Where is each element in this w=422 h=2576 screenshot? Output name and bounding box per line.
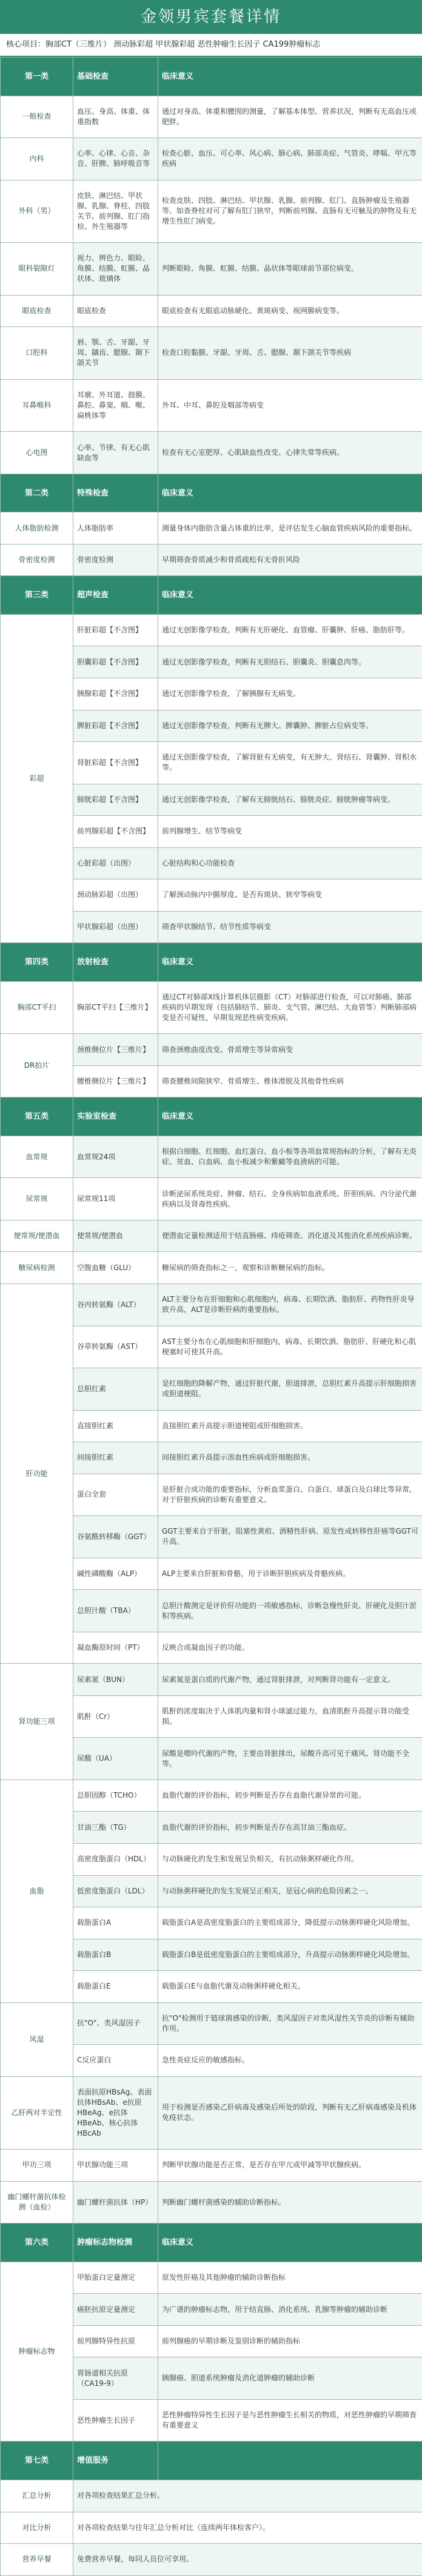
table-row [1, 2544, 422, 2576]
category-col2: 增值服务 [73, 2442, 158, 2480]
table-row [1, 432, 422, 474]
category-col3 [158, 2442, 422, 2480]
table-row [1, 180, 422, 243]
category-name: 第三类 [1, 576, 73, 615]
row-item: 总胆红素 [73, 1368, 158, 1411]
row-item: 凝血酶原时间（PT） [73, 1632, 158, 1664]
row-item: 谷氨酰转移酶（GGT） [73, 1516, 158, 1558]
row-desc: 前列腺增生、结节等病变 [158, 816, 422, 848]
row-item: 碱性磷酸酶（ALP） [73, 1558, 158, 1590]
row-item: 载脂蛋白A [73, 1907, 158, 1939]
row-item: 颈椎侧位片【三维片】 [73, 1034, 158, 1066]
row-item: 总胆汁酸（TBA） [73, 1590, 158, 1632]
row-item: 肾脏彩超【不含图】 [73, 742, 158, 784]
row-name: 血脂 [1, 1780, 73, 2002]
row-item: 便常规/便潜血 [73, 1220, 158, 1252]
category-col3: 临床意义 [158, 474, 422, 512]
category-name: 第二类 [1, 474, 73, 512]
row-item: 血压、身高、体重、体重指数 [73, 96, 158, 138]
row-item: 心脏彩超（出图） [73, 847, 158, 879]
row-desc: 急性炎症反应的敏感指标。 [158, 2045, 422, 2077]
category-col3: 临床意义 [158, 2223, 422, 2262]
row-item: 谷草转氨酶（AST） [73, 1326, 158, 1368]
row-desc: 与动脉粥样硬化的发生发展呈正相关，是冠心病的危险因素之一。 [158, 1875, 422, 1907]
row-desc: 通过无创影像学检查，了解胰腺有无病变。 [158, 678, 422, 710]
row-desc: 恶性肿瘤特异性生长因子是与恶性肿瘤生长相关的物质，对恶性肿瘤的早期筛查有重要意义 [158, 2399, 422, 2442]
row-desc: ALT主要分布在肝细胞和心肌细胞内，病毒、长期饮酒、脂肪肝、药物性肝炎导致升高，ALT是诊断肝病的重要指标。 [158, 1284, 422, 1326]
row-desc: AST主要分布在心肌细胞和肝细胞内，病毒、长期饮酒、脂肪肝、肝硬化和心肌梗塞时可使其升高。 [158, 1326, 422, 1368]
row-desc: 早期筛查骨质减少和骨质疏松有无骨折风险 [158, 544, 422, 576]
row-item: 视力、辨色力、眼睑、角膜、结膜、虹膜、晶状体、玻璃体 [73, 243, 158, 296]
table-row [1, 295, 422, 327]
row-name: 胸部CT平扫 [1, 981, 73, 1034]
category-col2: 超声检查 [73, 576, 158, 615]
category-col3: 临床意义 [158, 943, 422, 982]
row-desc: 总胆汁酸测定是评价肝功能的一项敏感指标，诊断急慢性肝炎、肝硬化及胆汁淤积等疾病。 [158, 1590, 422, 1632]
table-row [1, 2002, 422, 2045]
table-row [1, 2262, 422, 2294]
row-name: 风湿 [1, 2002, 73, 2076]
row-desc: 根据白细胞、红细胞、血红蛋白、血小板等各项血常规指标的分析，了解有无炎症、贫血、白血病、血小板减少和紫癜等血液病的可能。 [158, 1136, 422, 1178]
row-item: 唇、颚、舌、牙龈、牙周、龋齿、腮腺、颞下颌关节 [73, 327, 158, 380]
category-header-row [1, 2442, 422, 2480]
table-row [1, 981, 422, 1034]
category-header-row [1, 576, 422, 615]
row-name: 外科（男） [1, 180, 73, 243]
category-header-row [1, 58, 422, 96]
row-item: 甲状腺功能三项 [73, 2150, 158, 2182]
row-name: 尿常规 [1, 1178, 73, 1220]
row-desc: 抗"O"检测用于链球菌感染的诊断，类风湿因子对类风湿性关节炎的诊断有辅助作用。 [158, 2002, 422, 2045]
row-desc: 筛查甲状腺结节、结节性质等病变 [158, 911, 422, 943]
row-name: 口腔科 [1, 327, 73, 380]
row-item: 尿酸（UA） [73, 1738, 158, 1780]
row-name: 人体脂肪检测 [1, 512, 73, 545]
table-row [1, 327, 422, 380]
category-header-row [1, 2223, 422, 2262]
row-item: 对各项检查结果汇总分析。 [73, 2480, 422, 2512]
table-row [1, 1284, 422, 1326]
category-col2: 特殊检查 [73, 474, 158, 512]
row-desc: 肌酐的浓度取决于人体肌肉量和肾小球滤过能力，血清肌酐升高提示肾功能受损。 [158, 1695, 422, 1738]
row-item: 抗"O"、类风湿因子 [73, 2002, 158, 2045]
row-item: 直接胆红素 [73, 1410, 158, 1442]
row-item: 尿常规11项 [73, 1178, 158, 1220]
row-item: 肌酐（Cr） [73, 1695, 158, 1738]
row-desc: 载脂蛋白E与血脂代谢及动脉粥样硬化相关。 [158, 1971, 422, 2003]
row-item: 癌胚抗原定量测定 [73, 2294, 158, 2326]
row-item: 谷丙转氨酶（ALT） [73, 1284, 158, 1326]
row-desc: 间接胆红素升高提示溶血性疾病或肝细胞损害。 [158, 1442, 422, 1474]
row-desc: 通过无创影像学检查，了解肾脏有无病变，有无肿大、肾结石、肾囊肿、肾积水等。 [158, 742, 422, 784]
table-row [1, 96, 422, 138]
row-desc: 直接胆红素升高提示胆道梗阻或肝细胞损害。 [158, 1410, 422, 1442]
row-item: C反应蛋白 [73, 2045, 158, 2077]
category-name: 第七类 [1, 2442, 73, 2480]
row-desc: 糖尿病的筛查指标之一，观察和诊断糖尿病的指标。 [158, 1252, 422, 1284]
row-item: 眼底检查 [73, 295, 158, 327]
row-item: 甲状腺彩超（出图） [73, 911, 158, 943]
row-item: 表面抗原HBsAg、表面抗体HBsAb、e抗原HBeAg、e抗体HBeAb、核心抗体HBcAb [73, 2076, 158, 2150]
row-desc: 检查皮肤、四肢、淋巴结、甲状腺、乳腺、前列腺、肛门、直肠肿瘤及生殖器等。如查脊柱对可了解有肛门狭窄，判断前列腺、直肠有无可触及的肿物及有无增生性肛门病变。 [158, 180, 422, 243]
row-item: 肝脏彩超【不含图】 [73, 614, 158, 646]
table-row [1, 544, 422, 576]
row-item: 骨密度检测 [73, 544, 158, 576]
table-row [1, 1780, 422, 1812]
row-desc: 通过CT对肺部X线计算机体层摄影（CT）对肺部进行检查，可以对肺癌、肺部疾病的早期发现（包括肺结节、肺炎、支气管、淋巴结、大血管等）判断肺部病变是否可疑性，早期发现恶性病变疾病。 [158, 981, 422, 1034]
table-row [1, 1136, 422, 1178]
row-desc: 与动脉硬化的发生和发展呈负相关，有抗动脉粥样硬化作用。 [158, 1843, 422, 1875]
row-name: 糖尿病检测 [1, 1252, 73, 1284]
row-name: 眼底检查 [1, 295, 73, 327]
row-item: 恶性肿瘤生长因子 [73, 2399, 158, 2442]
row-item: 膀胱彩超【不含图】 [73, 784, 158, 816]
row-item: 人体脂肪率 [73, 512, 158, 545]
row-item: 间接胆红素 [73, 1442, 158, 1474]
row-desc: 用于检测是否感染乙肝病毒及感染后所处的阶段，判断有无乙肝病毒感染及机体免疫状态。 [158, 2076, 422, 2150]
row-item: 耳廓、外耳道、鼓膜、鼻腔、鼻窦、咽、喉、扁桃体等 [73, 379, 158, 432]
row-desc: 原发性肝癌及其他肿瘤的辅助诊断指标 [158, 2262, 422, 2294]
core-items-line: 核心项目：胸部CT（三维片） 颈动脉彩超 甲状腺彩超 恶性肿瘤生长因子 CA199肿瘤标志 [0, 34, 422, 57]
table-row [1, 2150, 422, 2182]
category-header-row [1, 474, 422, 512]
row-name: 对比分析 [1, 2512, 73, 2544]
category-col2: 放射检查 [73, 943, 158, 982]
row-desc: 通过无创影像学检查，判断有无脾大、脾囊肿、脾脏占位病变等。 [158, 710, 422, 742]
row-item: 血常规24项 [73, 1136, 158, 1178]
row-name: 营养早餐 [1, 2544, 73, 2576]
row-item: 心率、节律、有无心肌缺血等 [73, 432, 158, 474]
row-name: DR拍片 [1, 1034, 73, 1098]
row-item: 皮肤、淋巴结、甲状腺、乳腺、脊柱、四肢关节、前列腺、肛门指检、外生殖器等 [73, 180, 158, 243]
row-name: 一般检查 [1, 96, 73, 138]
row-item: 甲胎蛋白定量测定 [73, 2262, 158, 2294]
row-name: 肾功能三项 [1, 1664, 73, 1780]
row-item: 颈动脉彩超（出图） [73, 879, 158, 912]
row-desc: 血脂代谢的评价指标，初步判断是否存在高甘油三酯血症。 [158, 1812, 422, 1844]
category-col3: 临床意义 [158, 576, 422, 615]
row-name: 彩超 [1, 614, 73, 942]
table-row [1, 512, 422, 545]
row-desc: 筛查腰椎间隙狭窄、骨质增生、椎体滑脱及其他骨性疾病 [158, 1065, 422, 1098]
row-name: 便常规/便潜血 [1, 1220, 73, 1252]
row-desc: 为广谱的肿瘤标志物，用于结直肠、消化系统、乳腺等肿瘤的辅助诊断 [158, 2294, 422, 2326]
category-col2: 肿瘤标志物检测 [73, 2223, 158, 2262]
row-desc: 尿素氮是蛋白质的代谢产物，通过肾脏排泄，对判断肾功能有一定意义。 [158, 1664, 422, 1696]
row-desc: 判断甲状腺功能是否正常，是否存在甲亢或甲减等甲状腺疾病。 [158, 2150, 422, 2182]
row-desc: 判断眼睑、角膜、虹膜、结膜、晶状体等眼球前节部位病变。 [158, 243, 422, 296]
row-name: 肝功能 [1, 1284, 73, 1664]
category-name: 第六类 [1, 2223, 73, 2262]
row-desc: 通过无创影像学检查，判断有无肝硬化、血管瘤、肝囊肿、肝癌、脂肪肝等。 [158, 614, 422, 646]
row-item: 脾脏彩超【不含图】 [73, 710, 158, 742]
category-name: 第五类 [1, 1098, 73, 1136]
table-row [1, 2512, 422, 2544]
category-col3: 临床意义 [158, 58, 422, 96]
table-row [1, 2480, 422, 2512]
table-row [1, 138, 422, 180]
row-desc: 反映合成凝血因子的功能。 [158, 1632, 422, 1664]
row-item: 胃肠道相关抗原（CA19-9） [73, 2357, 158, 2400]
row-item: 前列腺彩超【不含图】 [73, 816, 158, 848]
package-table [0, 57, 422, 2576]
row-name: 肿瘤标志物 [1, 2262, 73, 2442]
row-desc: 了解颈动脉内中膜厚度、是否有斑块、狭窄等病变 [158, 879, 422, 912]
row-desc: 便潜血定量检测适用于结直肠癌、痔疮筛查、消化道及其他消化系统疾病诊断。 [158, 1220, 422, 1252]
row-desc: 测量身体内脂肪含量占体重的比率，是评估发生心脑血管疾病风险的重要指标。 [158, 512, 422, 545]
table-row [1, 1178, 422, 1220]
row-item: 尿素氮（BUN） [73, 1664, 158, 1696]
row-item: 总胆固醇（TCHO） [73, 1780, 158, 1812]
row-name: 乙肝两对半定性 [1, 2076, 73, 2150]
row-desc: 载脂蛋白B是低密度脂蛋白的主要组成部分，升高提示动脉粥样硬化风险增加。 [158, 1939, 422, 1971]
row-item: 幽门螺杆菌抗体（HP） [73, 2181, 158, 2223]
row-name: 幽门螺杆菌抗体检测（血检） [1, 2181, 73, 2223]
row-desc: 外耳、中耳、鼻腔及咽部等病变 [158, 379, 422, 432]
row-item: 载脂蛋白E [73, 1971, 158, 2003]
category-header-row [1, 1098, 422, 1136]
row-item: 载脂蛋白B [73, 1939, 158, 1971]
row-desc: 筛查颈椎曲度改变、骨质增生等异常病变 [158, 1034, 422, 1066]
row-item: 对各项检查结果与往年汇总分析对比（连续两年体检客户）。 [73, 2512, 422, 2544]
row-desc: 检查口腔黏膜、牙龈、牙周、舌、腮腺、颞下颌关节等疾病 [158, 327, 422, 380]
row-item: 蛋白全套 [73, 1474, 158, 1516]
table-row [1, 1252, 422, 1284]
category-header-row [1, 943, 422, 982]
row-desc: 心脏结构和心功能检查 [158, 847, 422, 879]
row-name: 甲功三项 [1, 2150, 73, 2182]
row-desc: 检查心脏、血压、可心率、风心病、肺心病、肺部炎症、气管炎、哮喘、甲亢等疾病 [158, 138, 422, 180]
table-row [1, 1220, 422, 1252]
row-desc: 通过无创影像学检查，判断有无胆结石、胆囊炎、胆囊息肉等。 [158, 646, 422, 678]
row-desc: 是肝脏合成功能的重要指标，分析血浆蛋白、白蛋白、球蛋白及白球比等异常，对于肝脏疾病的诊断有重要意义。 [158, 1474, 422, 1516]
table-row [1, 2181, 422, 2223]
row-desc: 胰腺癌、胆道系统肿瘤及消化道肿瘤的辅助诊断 [158, 2357, 422, 2400]
row-desc: 前列腺癌的早期诊断及鉴别诊断的辅助指标 [158, 2325, 422, 2357]
row-desc: 通过无创影像学检查，了解有无膀胱结石、膀胱炎症、膀胱肿瘤等病变。 [158, 784, 422, 816]
row-desc: 载脂蛋白A是高密度脂蛋白的主要组成部分，降低提示动脉粥样硬化风险增加。 [158, 1907, 422, 1939]
row-desc: 血脂代谢的评价指标，初步判断是否存在血脂代谢异常的可能。 [158, 1780, 422, 1812]
row-desc: 诊断泌尿系统炎症、肿瘤、结石、全身疾病如血液系统、肝胆疾病、内分泌代谢疾病以及肾毒性疾病。 [158, 1178, 422, 1220]
category-name: 第四类 [1, 943, 73, 982]
row-desc: 是红细胞的降解产物，通过肝脏代谢，胆道排泄，总胆红素升高提示肝细胞损害或胆道梗阻。 [158, 1368, 422, 1411]
table-row [1, 614, 422, 646]
category-col2: 基础检查 [73, 58, 158, 96]
row-item: 低密度脂蛋白（LDL） [73, 1875, 158, 1907]
row-item: 胰腺彩超【不含图】 [73, 678, 158, 710]
row-desc: 检查有无心室肥厚、心肌缺血性改变、心律失常等疾病。 [158, 432, 422, 474]
row-item: 高密度脂蛋白（HDL） [73, 1843, 158, 1875]
table-row [1, 379, 422, 432]
row-desc: 通过对身高、体重和腰围的测量，了解基本体型、营养状况，判断有无高血压或肥胖。 [158, 96, 422, 138]
row-item: 免费营养早餐，每同人员位可享用。 [73, 2544, 422, 2576]
row-name: 骨密度检测 [1, 544, 73, 576]
table-row [1, 2076, 422, 2150]
row-name: 内科 [1, 138, 73, 180]
category-col2: 实验室检查 [73, 1098, 158, 1136]
row-name: 心电图 [1, 432, 73, 474]
row-item: 胸部CT平扫【三维片】 [73, 981, 158, 1034]
row-item: 甘油三酯（TG） [73, 1812, 158, 1844]
row-item: 空腹血糖（GLU） [73, 1252, 158, 1284]
row-desc: 尿酸是嘌呤代谢的产物，主要由肾脏排出，尿酸升高可见于痛风、肾功能不全等。 [158, 1738, 422, 1780]
table-row [1, 1034, 422, 1066]
table-row [1, 243, 422, 296]
row-name: 眼科裂隙灯 [1, 243, 73, 296]
row-item: 胆囊彩超【不含图】 [73, 646, 158, 678]
table-row [1, 1664, 422, 1696]
category-col3: 临床意义 [158, 1098, 422, 1136]
category-name: 第一类 [1, 58, 73, 96]
row-name: 血常规 [1, 1136, 73, 1178]
row-item: 前列腺特异性抗原 [73, 2325, 158, 2357]
row-desc: 眼底检查有无眼底动脉硬化、黄斑病变、视网膜病变等。 [158, 295, 422, 327]
row-desc: ALP主要来自肝脏和骨骼，用于诊断肝胆疾病及骨骼疾病。 [158, 1558, 422, 1590]
row-item: 腰椎侧位片【三维片】 [73, 1065, 158, 1098]
page-title: 金领男宾套餐详情 [0, 0, 422, 34]
row-item: 心率、心律、心音、杂音、肝脾、肺呼吸音等 [73, 138, 158, 180]
row-name: 汇总分析 [1, 2480, 73, 2512]
row-desc: GGT主要来自于肝脏，阻塞性黄疸、酒精性肝病、原发性或转移性肝癌等GGT可升高。 [158, 1516, 422, 1558]
row-name: 耳鼻喉科 [1, 379, 73, 432]
row-desc: 判断幽门螺杆菌感染的辅助诊断指标。 [158, 2181, 422, 2223]
